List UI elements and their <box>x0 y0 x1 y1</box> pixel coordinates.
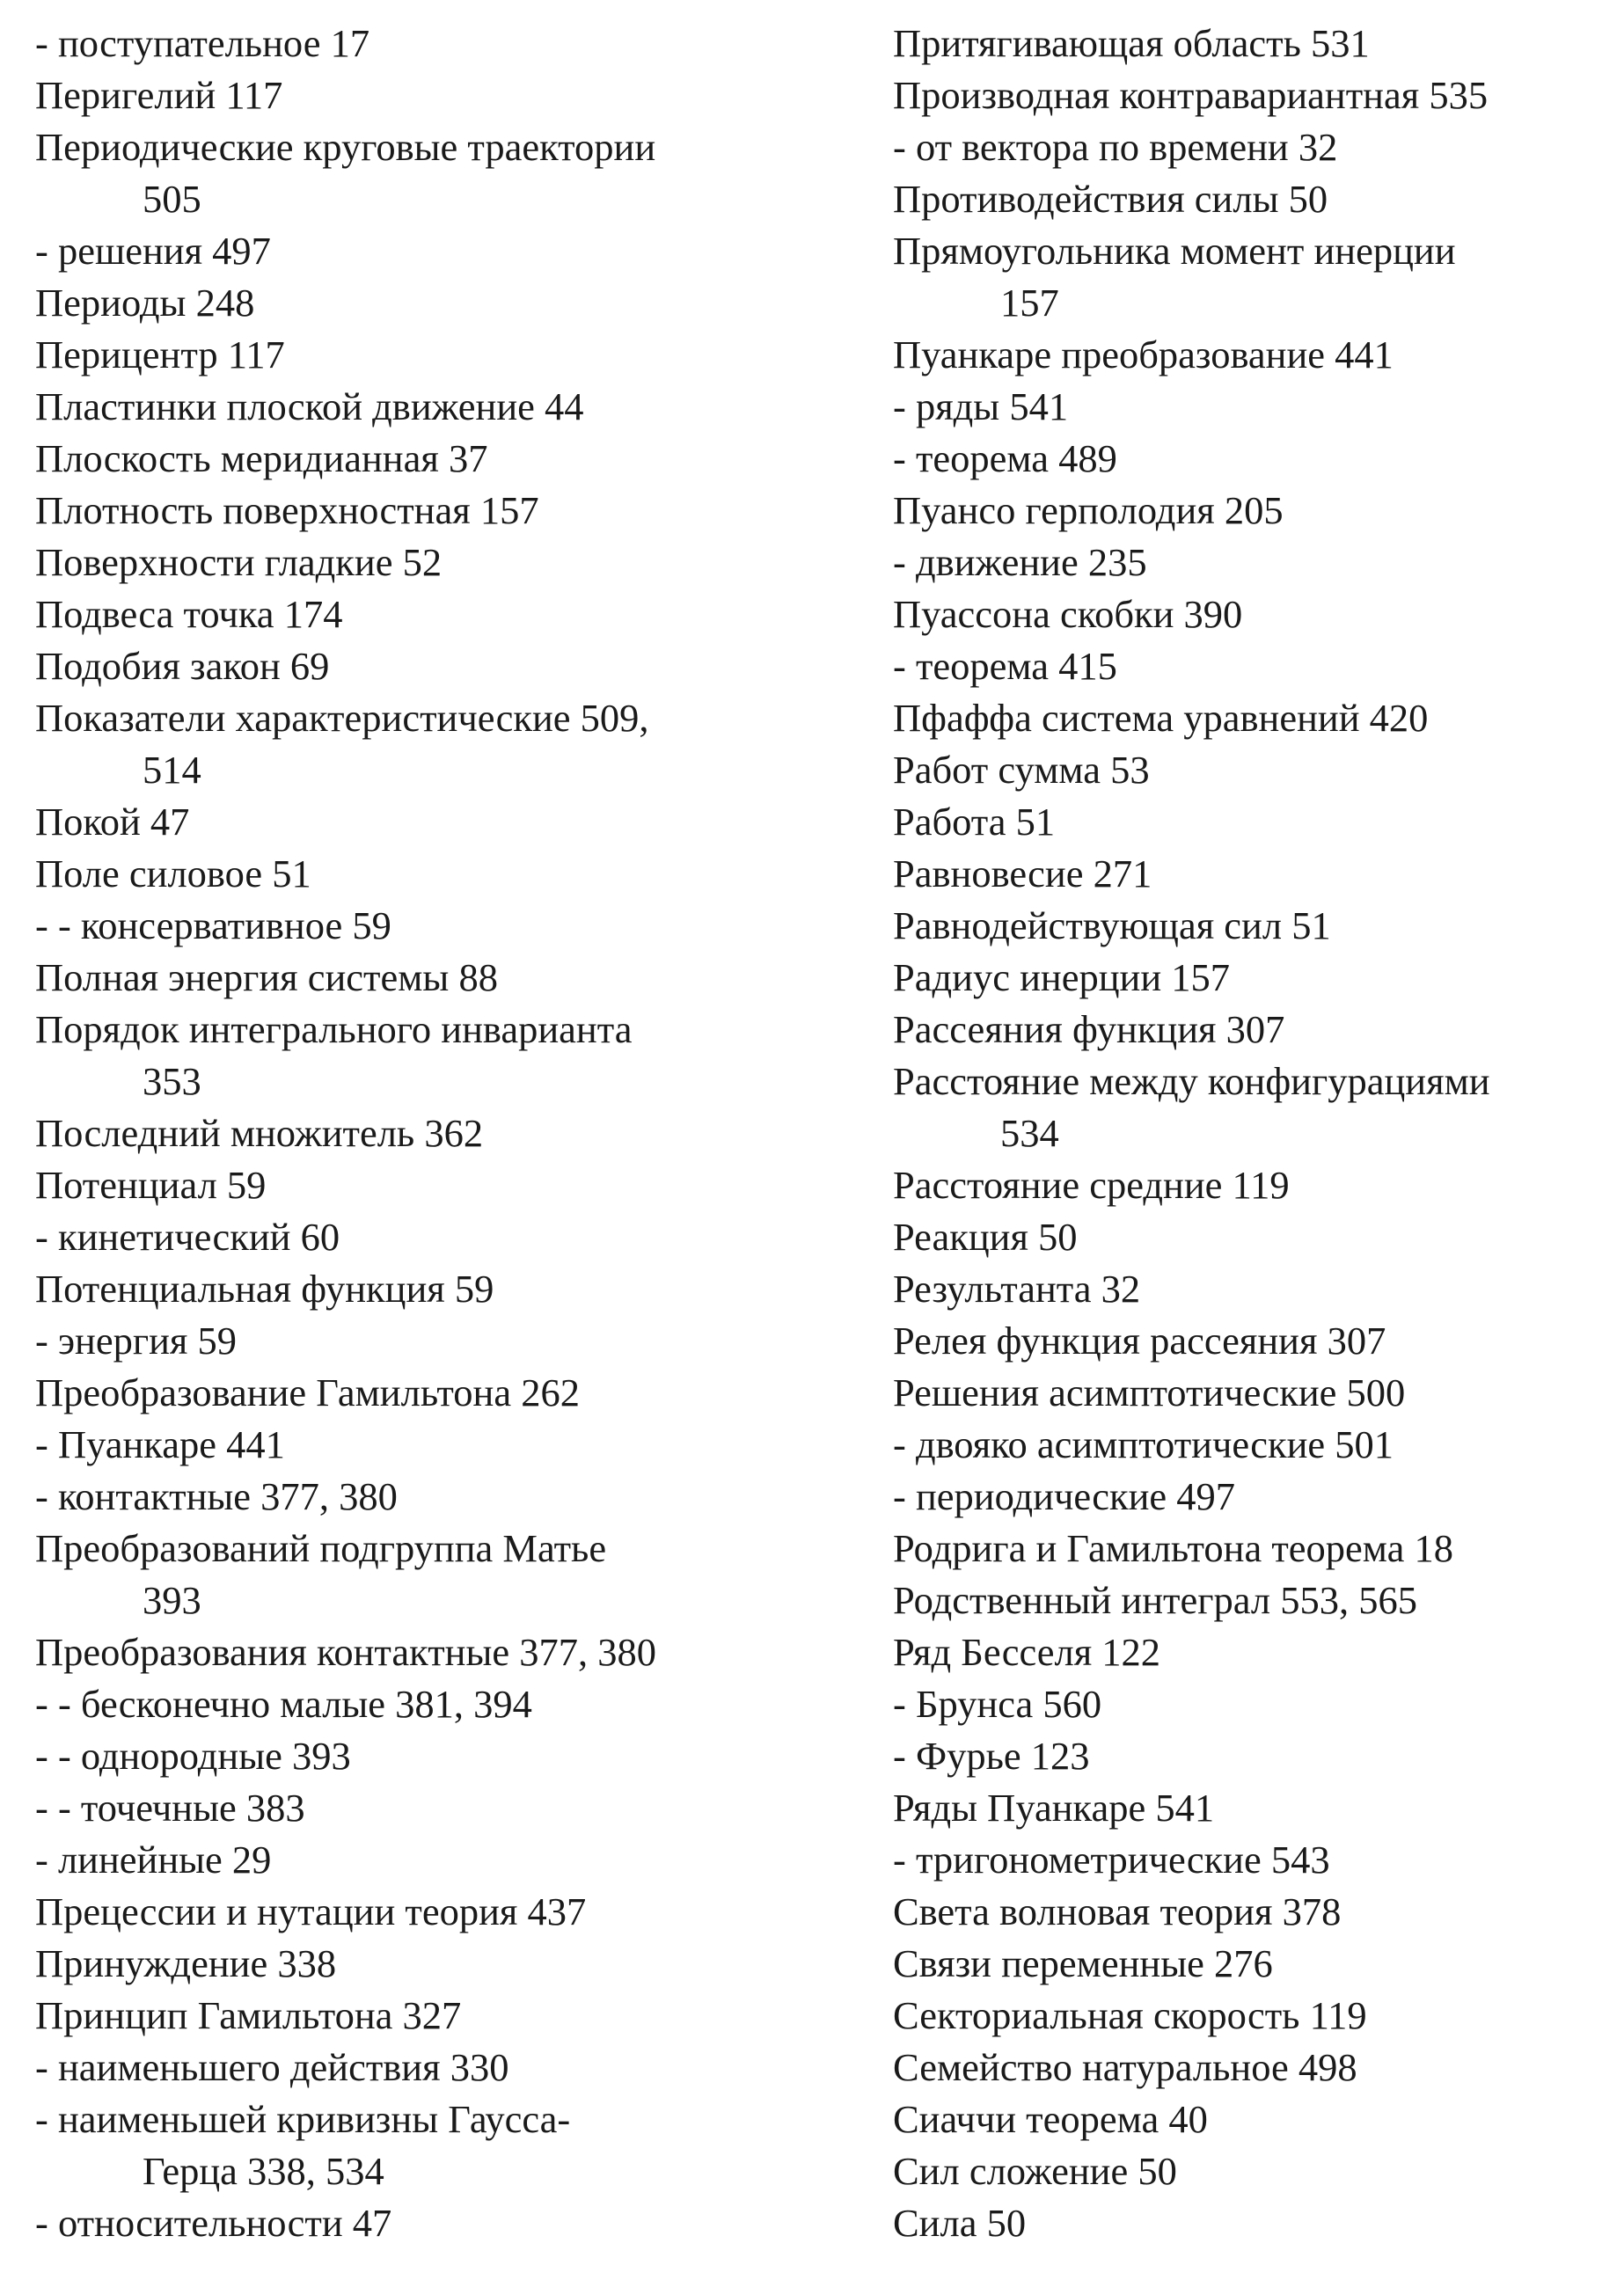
index-entry-text: Преобразования контактные 377, 380 <box>35 1630 656 1674</box>
index-entry-text: Радиус инерции 157 <box>893 955 1231 999</box>
index-entry-text: Работа 51 <box>893 800 1056 844</box>
index-entry <box>893 900 1614 952</box>
index-entry <box>35 1886 880 1938</box>
index-entry-text: Периодические круговые траектории <box>35 125 656 169</box>
index-entry <box>893 121 1614 173</box>
index-entry-text: Перигелий 117 <box>35 73 283 117</box>
index-entry-text: Равнодействующая сил 51 <box>893 903 1331 947</box>
index-entry <box>893 2042 1614 2094</box>
index-entry-text: Порядок интегрального инварианта <box>35 1007 633 1051</box>
index-entry <box>893 796 1614 848</box>
index-entry <box>893 69 1614 121</box>
index-entry-text: Связи переменные 276 <box>893 1941 1273 1985</box>
index-entry-continuation: 353 <box>143 1059 201 1103</box>
index-entry <box>893 1938 1614 1990</box>
index-entry <box>35 1626 880 1678</box>
index-entry <box>893 1471 1614 1523</box>
index-entry-text: - - точечные 383 <box>35 1786 305 1830</box>
index-entry-text: Родственный интеграл 553, 565 <box>893 1578 1417 1622</box>
index-entry-text: - движение 235 <box>893 540 1147 584</box>
index-entry-text: - - бесконечно малые 381, 394 <box>35 1682 532 1726</box>
index-entry-text: - решения 497 <box>35 229 271 273</box>
index-entry-text: - ряды 541 <box>893 384 1069 428</box>
index-entry-text: - относительности 47 <box>35 2201 392 2245</box>
index-entry-text: - теорема 415 <box>893 644 1117 688</box>
index-entry-text: - Фурье 123 <box>893 1734 1090 1778</box>
index-entry <box>893 692 1614 744</box>
index-entry-text: - наименьшей кривизны Гаусса- <box>35 2097 571 2141</box>
index-entry <box>893 173 1614 225</box>
index-entry-text: Работ сумма 53 <box>893 748 1150 792</box>
index-entry-text: Последний множитель 362 <box>35 1111 484 1155</box>
index-entry-continuation: 393 <box>143 1578 201 1622</box>
index-entry-continuation: Герца 338, 534 <box>143 2149 384 2193</box>
index-entry-text: - энергия 59 <box>35 1319 238 1363</box>
index-entry-text: Производная контравариантная 535 <box>893 73 1489 117</box>
index-entry-text: Поверхности гладкие 52 <box>35 540 443 584</box>
index-entry-text: - - однородные 393 <box>35 1734 351 1778</box>
index-entry <box>893 1782 1614 1834</box>
index-entry-text: Расстояние средние 119 <box>893 1163 1290 1207</box>
index-entry-text: Релея функция рассеяния 307 <box>893 1319 1386 1363</box>
index-entry-text: Подобия закон 69 <box>35 644 330 688</box>
index-entry <box>35 537 880 588</box>
index-entry-text: Принуждение 338 <box>35 1941 337 1985</box>
index-entry-text: Решения асимптотические 500 <box>893 1370 1406 1414</box>
index-entry-text: Ряд Бесселя 122 <box>893 1630 1161 1674</box>
index-entry <box>35 1938 880 1990</box>
index-entry-text: - Пуанкаре 441 <box>35 1422 285 1466</box>
index-entry <box>35 1263 880 1315</box>
index-entry-text: Пуансо герполодия 205 <box>893 488 1284 532</box>
index-entry <box>893 848 1614 900</box>
index-entry <box>35 900 880 952</box>
index-entry-text: Пуассона скобки 390 <box>893 592 1243 636</box>
index-entry-text: Преобразование Гамильтона 262 <box>35 1370 580 1414</box>
index-entry-text: Равновесие 271 <box>893 851 1152 895</box>
index-entry <box>893 1886 1614 1938</box>
index-entry-text: Света волновая теория 378 <box>893 1889 1342 1933</box>
index-entry-text: Покой 47 <box>35 800 190 844</box>
index-entry-text: - от вектора по времени 32 <box>893 125 1338 169</box>
index-entry <box>893 329 1614 381</box>
index-entry <box>35 1419 880 1471</box>
index-entry-text: - теорема 489 <box>893 436 1117 480</box>
index-entry <box>893 744 1614 796</box>
index-entry-text: - периодические 497 <box>893 1474 1236 1518</box>
index-entry <box>35 1004 880 1107</box>
index-entry <box>893 1834 1614 1886</box>
index-entry-continuation: 514 <box>143 748 201 792</box>
index-entry-text: Реакция 50 <box>893 1215 1078 1259</box>
index-entry <box>35 2197 880 2249</box>
index-entry <box>893 952 1614 1004</box>
index-entry-text: - контактные 377, 380 <box>35 1474 398 1518</box>
index-entry <box>893 1159 1614 1211</box>
index-column-right <box>893 18 1614 2249</box>
index-entry <box>893 1004 1614 1056</box>
index-entry <box>35 1834 880 1886</box>
index-entry <box>893 1056 1614 1159</box>
index-entry-text: - двояко асимптотические 501 <box>893 1422 1394 1466</box>
index-entry-text: Сил сложение 50 <box>893 2149 1177 2193</box>
index-entry <box>35 1523 880 1626</box>
index-entry <box>35 1678 880 1730</box>
index-entry <box>35 640 880 692</box>
index-entry-text: Перицентр 117 <box>35 332 285 376</box>
index-entry <box>893 1523 1614 1575</box>
index-entry-continuation: 534 <box>1000 1111 1059 1155</box>
index-entry-text: Секториальная скорость 119 <box>893 1993 1367 2037</box>
index-entry <box>35 329 880 381</box>
index-entry-text: Полная энергия системы 88 <box>35 955 498 999</box>
index-entry-text: Пластинки плоской движение 44 <box>35 384 584 428</box>
index-entry-text: Потенциальная функция 59 <box>35 1267 494 1311</box>
index-entry-text: - линейные 29 <box>35 1838 272 1882</box>
index-entry-text: Плоскость меридианная 37 <box>35 436 488 480</box>
index-entry <box>35 121 880 225</box>
index-entry <box>35 692 880 796</box>
index-entry <box>893 1419 1614 1471</box>
index-entry <box>893 1315 1614 1367</box>
index-entry-text: - - консервативное 59 <box>35 903 391 947</box>
index-entry-text: Противодействия силы 50 <box>893 177 1328 221</box>
index-entry-text: Периоды 248 <box>35 281 255 325</box>
index-entry-text: Преобразований подгруппа Матье <box>35 1526 607 1570</box>
index-entry-continuation: 505 <box>143 177 201 221</box>
index-entry <box>893 1990 1614 2042</box>
index-entry-text: Сила 50 <box>893 2201 1027 2245</box>
index-entry <box>893 537 1614 588</box>
index-entry <box>35 18 880 69</box>
index-entry <box>35 225 880 277</box>
index-entry <box>35 1159 880 1211</box>
index-entry-text: Результанта 32 <box>893 1267 1141 1311</box>
index-entry-text: Потенциал 59 <box>35 1163 267 1207</box>
index-entry-text: Рассеяния функция 307 <box>893 1007 1285 1051</box>
index-entry <box>893 381 1614 433</box>
index-column-left <box>35 18 880 2249</box>
index-entry <box>35 1782 880 1834</box>
index-entry <box>35 1730 880 1782</box>
index-entry <box>35 1990 880 2042</box>
index-entry-text: Пуанкаре преобразование 441 <box>893 332 1394 376</box>
index-entry <box>35 381 880 433</box>
index-entry <box>893 1575 1614 1626</box>
index-entry <box>893 2197 1614 2249</box>
index-entry <box>35 69 880 121</box>
index-entry <box>35 1211 880 1263</box>
index-entry-text: Семейство натуральное 498 <box>893 2045 1357 2089</box>
index-entry <box>35 277 880 329</box>
index-entry-text: Ряды Пуанкаре 541 <box>893 1786 1215 1830</box>
index-entry <box>35 848 880 900</box>
index-entry-text: Пфаффа система уравнений 420 <box>893 696 1429 740</box>
index-entry-text: - поступательное 17 <box>35 21 370 65</box>
index-entry <box>35 1107 880 1159</box>
index-entry <box>893 588 1614 640</box>
index-entry-continuation: 157 <box>1000 281 1059 325</box>
index-entry <box>893 640 1614 692</box>
index-entry <box>893 1263 1614 1315</box>
index-entry <box>35 588 880 640</box>
index-entry-text: Показатели характеристические 509, <box>35 696 649 740</box>
index-entry-text: Сиаччи теорема 40 <box>893 2097 1208 2141</box>
index-entry-text: Родрига и Гамильтона теорема 18 <box>893 1526 1454 1570</box>
index-entry-text: Подвеса точка 174 <box>35 592 343 636</box>
index-entry <box>893 1626 1614 1678</box>
index-entry <box>893 2094 1614 2145</box>
index-entry <box>35 1471 880 1523</box>
index-entry <box>893 1367 1614 1419</box>
index-entry-text: Прецессии и нутации теория 437 <box>35 1889 587 1933</box>
index-entry <box>35 1315 880 1367</box>
index-entry <box>893 485 1614 537</box>
index-entry <box>35 1367 880 1419</box>
index-entry <box>35 485 880 537</box>
index-entry <box>893 2145 1614 2197</box>
index-entry-text: - наименьшего действия 330 <box>35 2045 509 2089</box>
index-entry <box>893 225 1614 329</box>
index-entry <box>35 2094 880 2197</box>
index-entry-text: Притягивающая область 531 <box>893 21 1370 65</box>
index-entry-text: Поле силовое 51 <box>35 851 311 895</box>
index-entry <box>893 1730 1614 1782</box>
index-entry-text: Плотность поверхностная 157 <box>35 488 539 532</box>
index-entry-text: - Брунса 560 <box>893 1682 1102 1726</box>
index-entry-text: - тригонометрические 543 <box>893 1838 1330 1882</box>
index-entry <box>35 2042 880 2094</box>
index-entry <box>893 1678 1614 1730</box>
index-entry <box>35 796 880 848</box>
index-entry <box>35 433 880 485</box>
index-entry <box>893 18 1614 69</box>
index-entry-text: Расстояние между конфигурациями <box>893 1059 1490 1103</box>
index-entry <box>893 433 1614 485</box>
index-entry-text: Прямоугольника момент инерции <box>893 229 1456 273</box>
index-entry <box>893 1211 1614 1263</box>
index-entry-text: - кинетический 60 <box>35 1215 340 1259</box>
index-entry <box>35 952 880 1004</box>
index-entry-text: Принцип Гамильтона 327 <box>35 1993 462 2037</box>
